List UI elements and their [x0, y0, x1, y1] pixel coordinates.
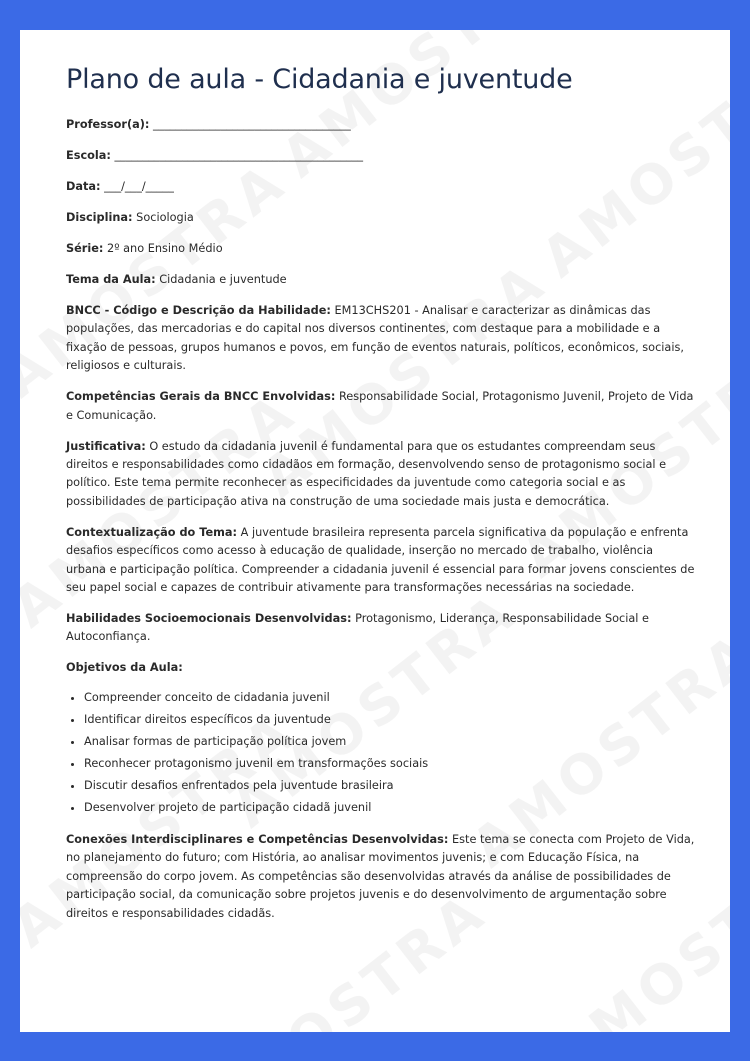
section-habilidades [66, 610, 696, 647]
section-justificativa [66, 438, 696, 512]
section-text: Este tema se conecta com Projeto de Vida, no planejamento do futuro; com História, ao analisar movimentos juvenis; e com Educação Física, na compreensão do corpo jovem. As competências são desenvolvidas através da análise de possibilidades de participação social, da comunicação sobre projetos juvenis e do desenvolvimento de argumentação sobre direitos e responsabilidades cidadãs. [66, 832, 695, 920]
field-escola [66, 147, 696, 165]
list-item: • Analisar formas de participação política jovem [84, 731, 696, 753]
field-professor [66, 116, 696, 134]
field-label: Escola: [66, 149, 111, 162]
field-label: Série: [66, 242, 104, 255]
list-item: • Reconhecer protagonismo juvenil em transformações sociais [84, 753, 696, 775]
field-value: Cidadania e juventude [159, 273, 287, 286]
objectives-list [66, 687, 696, 819]
field-label: Tema da Aula: [66, 273, 156, 286]
field-value: Sociologia [136, 211, 194, 224]
list-item: • Identificar direitos específicos da juventude [84, 709, 696, 731]
section-competencias [66, 388, 696, 425]
section-text: EM13CHS201 - Analisar e caracterizar as dinâmicas das populações, das mercadorias e do capital nos diversos continentes, com destaque para a mobilidade e a fixação de pessoas, grupos humanos e povos, em função de eventos naturais, políticos, econômicos, sociais, religiosos e culturais. [66, 304, 684, 373]
section-label: Contextualização do Tema: [66, 525, 238, 539]
section-label: Objetivos da Aula: [66, 661, 183, 675]
field-value: 2º ano Ensino Médio [107, 242, 223, 255]
document-content [66, 58, 696, 923]
section-label: Justificativa: [66, 439, 146, 453]
field-blank: ___________________________________ [153, 118, 351, 131]
page-title: Plano de aula - Cidadania e juventude [66, 64, 573, 95]
section-text: A juventude brasileira representa parcela significativa da população e enfrenta desafios específicos como acesso à educação de qualidade, inserção no mercado de trabalho, violência urbana e participação política. Compreender a cidadania juvenil é essencial para formar jovens conscientes de seu papel social e capazes de contribuir ativamente para transformações necessárias na sociedade. [66, 525, 695, 595]
section-label: Conexões Interdisciplinares e Competências Desenvolvidas: [66, 832, 449, 846]
section-objetivos [66, 659, 696, 677]
field-label: Data: [66, 180, 101, 193]
section-text: Protagonismo, Liderança, Responsabilidade Social e Autoconfiança. [66, 612, 649, 644]
field-disciplina [66, 209, 696, 227]
field-tema [66, 271, 696, 289]
section-label: BNCC - Código e Descrição da Habilidade: [66, 304, 331, 317]
field-serie [66, 240, 696, 258]
document-page [20, 30, 730, 1032]
section-label: Competências Gerais da BNCC Envolvidas: [66, 390, 336, 404]
field-blank: ____________________________________________ [114, 149, 364, 162]
list-item: • Discutir desafios enfrentados pela juventude brasileira [84, 775, 696, 797]
section-text: Responsabilidade Social, Protagonismo Juvenil, Projeto de Vida e Comunicação. [66, 390, 694, 422]
field-data [66, 178, 696, 196]
list-item: • Desenvolver projeto de participação cidadã juvenil [84, 797, 696, 819]
list-item: • Compreender conceito de cidadania juvenil [84, 687, 696, 709]
section-conexoes [66, 831, 696, 923]
field-label: Disciplina: [66, 211, 133, 224]
section-label: Habilidades Socioemocionais Desenvolvidas: [66, 612, 352, 626]
section-text: O estudo da cidadania juvenil é fundamental para que os estudantes compreendam seus direitos e responsabilidades como cidadãos em formação, desenvolvendo senso de protagonismo social e político. Este tema permite reconhecer as especificidades da juventude como categoria social e as possibilidades de participação ativa na construção de uma sociedade mais justa e democrática. [66, 439, 667, 508]
field-blank: ___/___/_____ [104, 180, 174, 193]
field-label: Professor(a): [66, 118, 150, 131]
section-contextualizacao [66, 524, 696, 598]
section-bncc [66, 302, 696, 376]
